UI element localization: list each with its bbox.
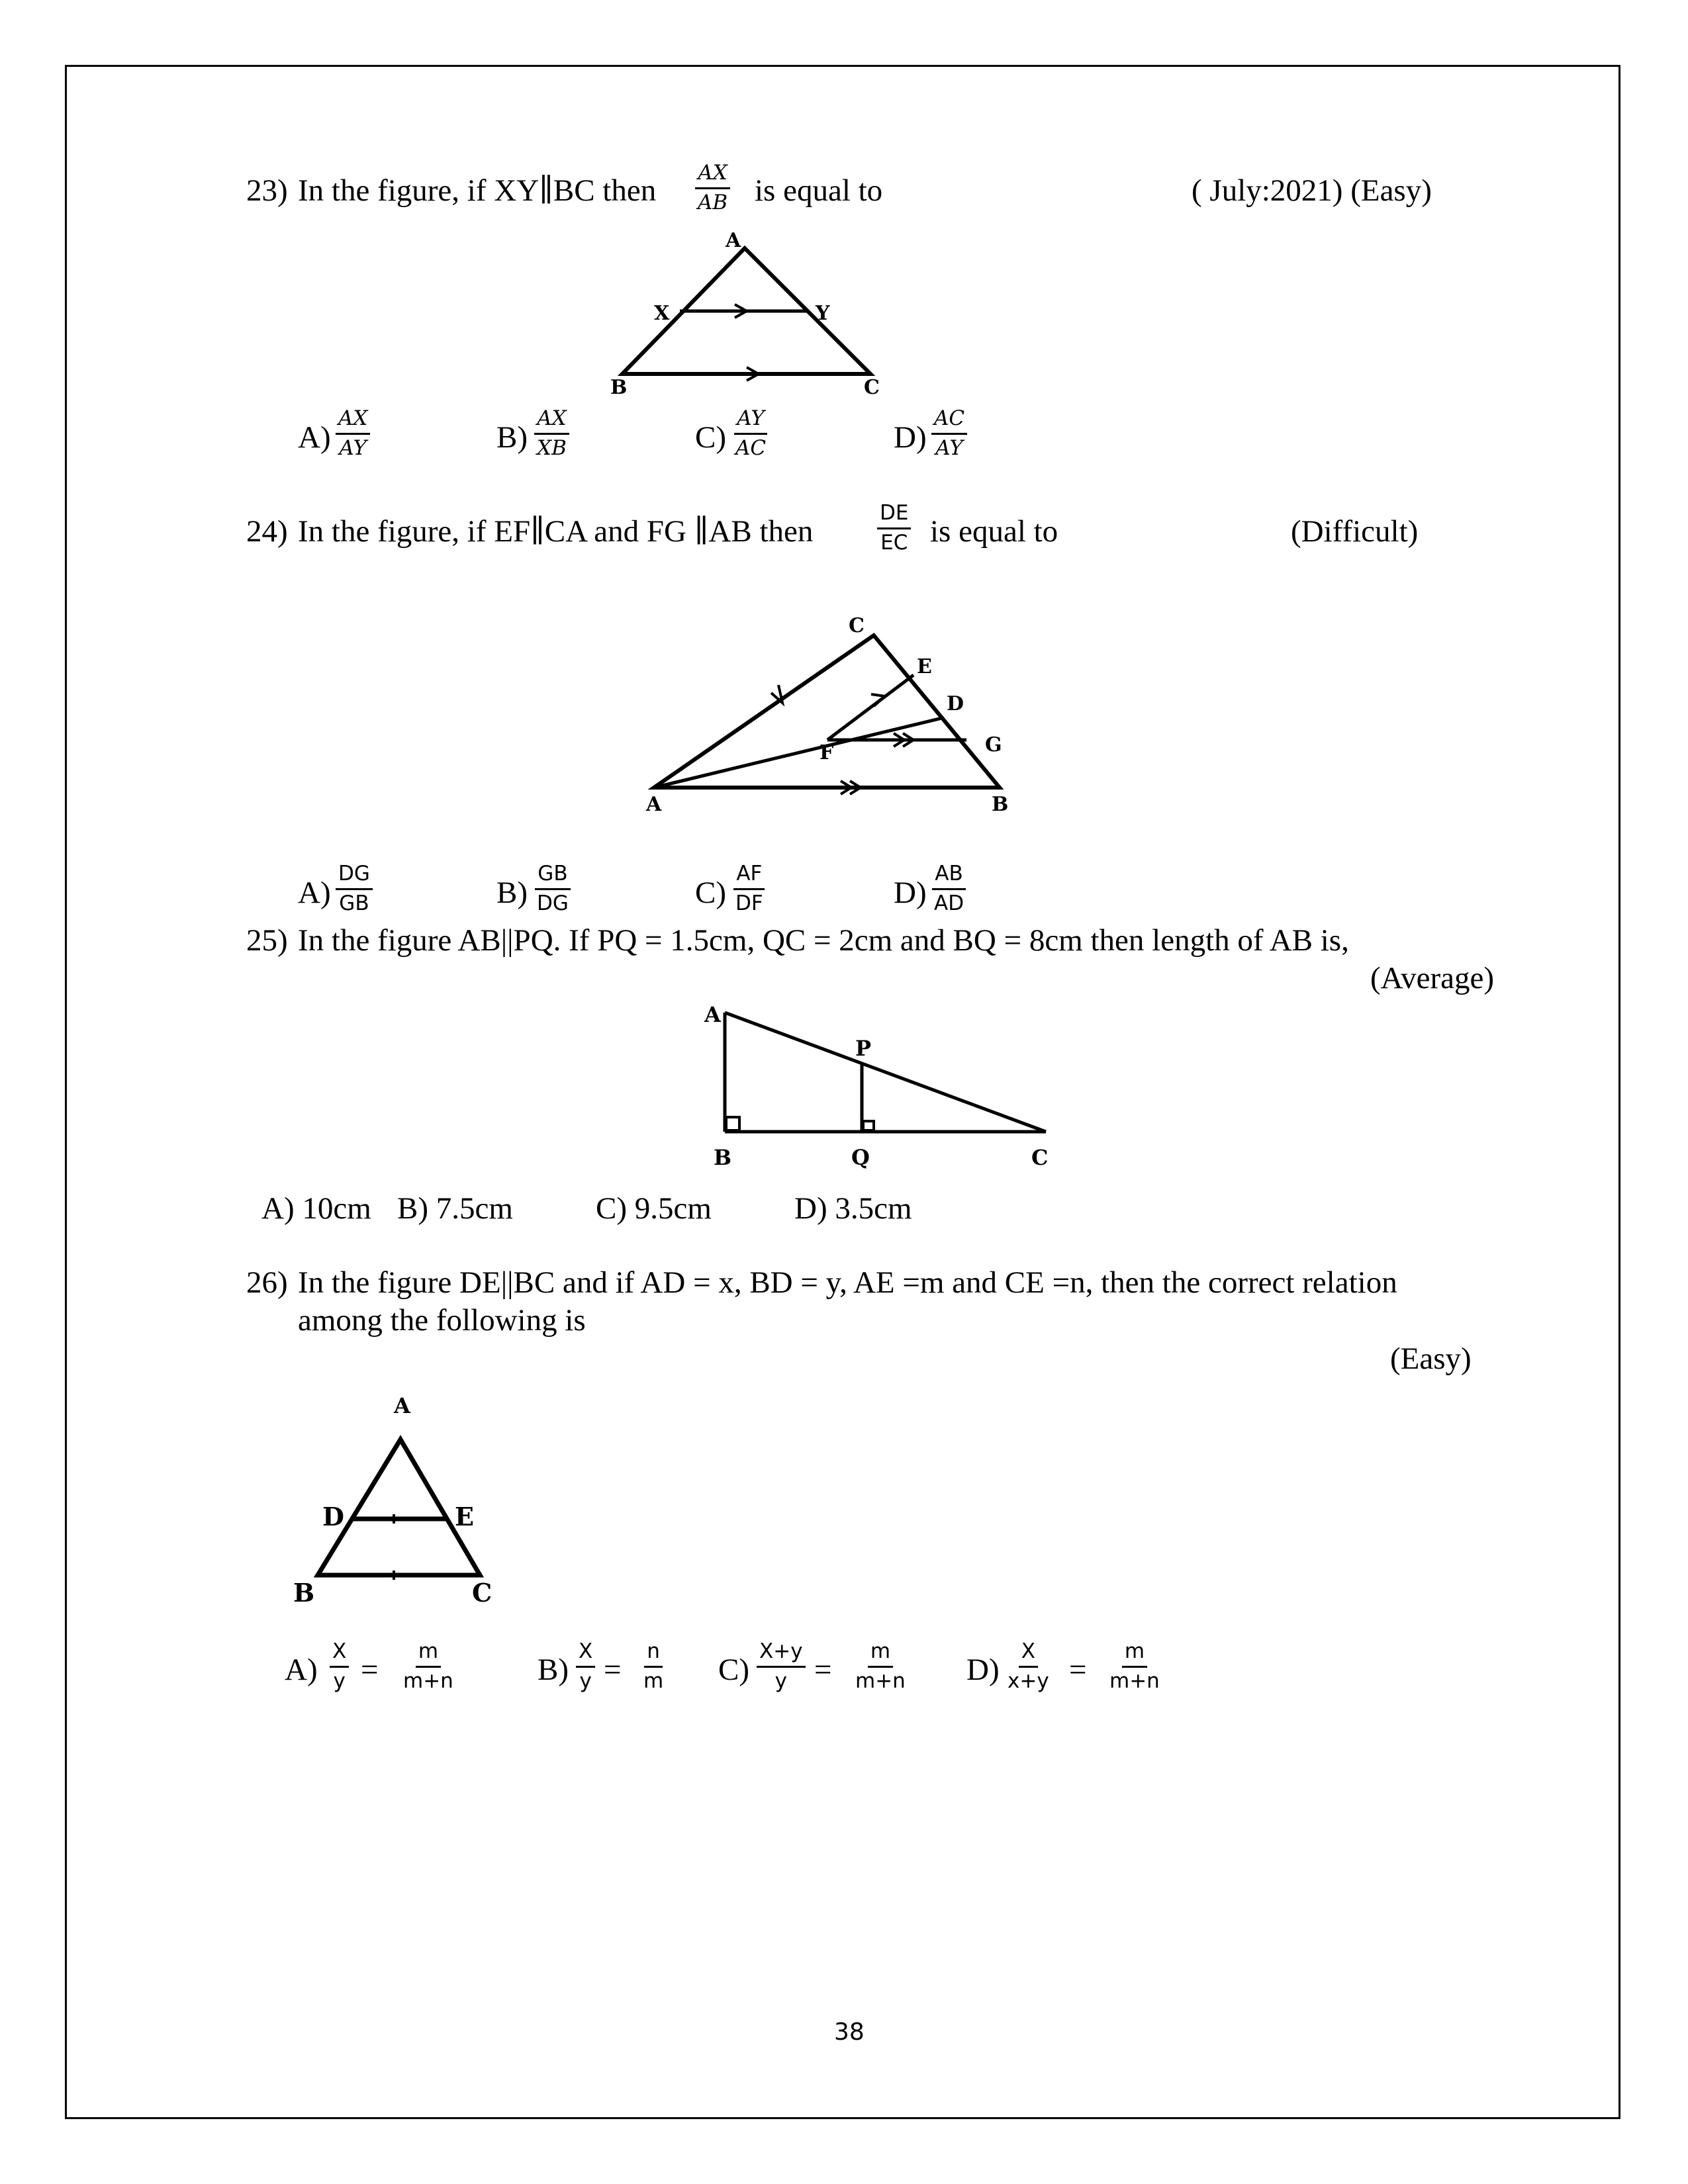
label-b: B xyxy=(610,376,628,399)
segment-fe xyxy=(827,675,914,740)
label-c: C xyxy=(864,376,880,399)
option-b[interactable]: B) xyxy=(496,876,528,910)
label-q: Q xyxy=(851,1145,870,1170)
option-c-fraction xyxy=(733,862,766,915)
question-number: 23) xyxy=(246,173,288,208)
question-text: In the figure AB||PQ. If PQ = 1.5cm, QC = 2cm and BQ = 8cm then length of AB is, xyxy=(298,923,1349,958)
option-c[interactable]: C) xyxy=(695,420,726,455)
numerator: m xyxy=(868,1640,893,1668)
denominator: y xyxy=(774,1668,787,1693)
option-a[interactable]: A) xyxy=(298,876,331,910)
question-number: 25) xyxy=(246,923,288,958)
label-x: X xyxy=(654,302,670,325)
label-d: D xyxy=(322,1502,344,1531)
denominator: m+n xyxy=(1109,1668,1160,1693)
label-a: A xyxy=(646,793,662,816)
numerator: AX xyxy=(336,407,370,435)
label-y: Y xyxy=(816,302,830,325)
label-b: B xyxy=(992,793,1009,816)
question-number: 26) xyxy=(246,1265,288,1300)
option-c-right-fraction xyxy=(853,1640,908,1693)
option-a-left-fraction xyxy=(330,1640,349,1693)
figure-triangle-de-bc xyxy=(275,1387,503,1625)
right-angle-q xyxy=(863,1121,874,1130)
figure-triangle-ef-fg xyxy=(635,612,1026,824)
label-c: C xyxy=(472,1578,492,1608)
option-b-right-fraction xyxy=(641,1640,666,1693)
option-d-fraction xyxy=(931,862,966,915)
option-a[interactable]: A) xyxy=(298,420,331,455)
fraction-denominator: AB xyxy=(698,190,728,214)
denominator: y xyxy=(579,1668,592,1693)
denominator: GB xyxy=(339,891,369,915)
question-text: In the figure, if XY∥BC then xyxy=(298,173,657,208)
question-number: 24) xyxy=(246,514,288,549)
label-a: A xyxy=(704,1002,721,1027)
equals-sign: = xyxy=(1069,1653,1087,1687)
numerator: AC xyxy=(931,407,967,435)
label-c: C xyxy=(849,614,865,637)
numerator: X+y xyxy=(757,1640,806,1668)
denominator: DG xyxy=(537,891,569,915)
option-c[interactable]: C) 9.5cm xyxy=(596,1191,712,1226)
option-b-left-fraction xyxy=(576,1640,595,1693)
denominator: AY xyxy=(935,435,963,460)
fraction-numerator: DE xyxy=(877,502,911,529)
numerator: X xyxy=(576,1640,595,1668)
option-d[interactable]: D) xyxy=(966,1653,1000,1687)
option-a-right-fraction xyxy=(400,1640,456,1693)
numerator: m xyxy=(1122,1640,1147,1668)
label-f: F xyxy=(820,741,834,764)
option-a-fraction xyxy=(336,862,373,915)
option-d[interactable]: D) xyxy=(894,876,927,910)
label-p: P xyxy=(855,1036,872,1061)
question-text-tail: is equal to xyxy=(755,173,883,208)
label-e: E xyxy=(917,655,932,678)
numerator: X xyxy=(1019,1640,1038,1668)
denominator: m+n xyxy=(403,1668,453,1693)
right-angle-b xyxy=(726,1117,739,1130)
question-tag: (Difficult) xyxy=(1291,514,1419,549)
option-c-fraction xyxy=(733,407,769,460)
numerator: GB xyxy=(535,862,570,890)
label-d: D xyxy=(947,692,964,715)
question-tag: ( July:2021) (Easy) xyxy=(1192,173,1432,208)
denominator: m+n xyxy=(855,1668,906,1693)
label-a: A xyxy=(726,229,741,252)
label-b: B xyxy=(293,1578,315,1608)
denominator: XB xyxy=(537,435,567,460)
question-tag: (Average) xyxy=(1370,961,1494,995)
denominator: AD xyxy=(934,891,964,915)
option-b[interactable]: B) xyxy=(496,420,528,455)
label-e: E xyxy=(455,1502,474,1531)
numerator: AY xyxy=(734,407,767,435)
option-c[interactable]: C) xyxy=(695,876,726,910)
option-c[interactable]: C) xyxy=(718,1653,749,1687)
fraction-numerator: AX xyxy=(695,161,729,189)
option-d-left-fraction xyxy=(1005,1640,1052,1693)
question-fraction xyxy=(695,161,730,214)
numerator: AX xyxy=(534,407,569,435)
equals-sign: = xyxy=(604,1653,622,1687)
denominator: DF xyxy=(735,891,763,915)
numerator: DG xyxy=(336,862,373,890)
denominator: y xyxy=(333,1668,346,1693)
option-d[interactable]: D) xyxy=(894,420,927,455)
figure-triangle-xy-bc xyxy=(596,228,900,407)
label-b: B xyxy=(714,1145,732,1170)
numerator: n xyxy=(644,1640,663,1668)
denominator: AC xyxy=(735,435,767,460)
numerator: AF xyxy=(733,862,765,890)
option-c-left-fraction xyxy=(757,1640,806,1693)
segment-ac xyxy=(725,1013,1046,1132)
question-text-tail: is equal to xyxy=(930,514,1058,549)
numerator: AB xyxy=(932,862,965,890)
segment-ad xyxy=(654,718,942,788)
numerator: m xyxy=(416,1640,441,1668)
question-text-line-1: In the figure DE||BC and if AD = x, BD = y, AE =m and CE =n, then the correct relation xyxy=(298,1265,1397,1300)
denominator: x+y xyxy=(1008,1668,1049,1693)
label-a: A xyxy=(394,1393,410,1418)
fraction-denominator: EC xyxy=(880,530,908,555)
denominator: m xyxy=(643,1668,664,1693)
option-b-fraction xyxy=(534,862,571,915)
label-g: G xyxy=(985,733,1002,756)
equals-sign: = xyxy=(814,1653,832,1687)
option-b-fraction xyxy=(534,407,569,460)
option-a[interactable]: A) xyxy=(285,1653,318,1687)
equals-sign: = xyxy=(361,1653,379,1687)
option-a-fraction xyxy=(336,407,370,460)
option-d[interactable]: D) 3.5cm xyxy=(794,1191,912,1226)
label-c: C xyxy=(1031,1145,1049,1170)
option-a[interactable]: A) 10cm xyxy=(261,1191,371,1226)
page-number: 38 xyxy=(834,2019,865,2046)
question-fraction xyxy=(877,502,911,555)
question-text-line-2: among the following is xyxy=(298,1303,586,1338)
figure-right-triangle xyxy=(695,999,1066,1178)
option-d-right-fraction xyxy=(1107,1640,1162,1693)
denominator: AY xyxy=(339,435,367,460)
question-tag: (Easy) xyxy=(1390,1342,1472,1376)
option-b[interactable]: B) xyxy=(538,1653,569,1687)
option-d-fraction xyxy=(931,407,967,460)
option-b[interactable]: B) 7.5cm xyxy=(397,1191,513,1226)
numerator: X xyxy=(330,1640,349,1668)
question-text: In the figure, if EF∥CA and FG ∥AB then xyxy=(298,514,814,549)
